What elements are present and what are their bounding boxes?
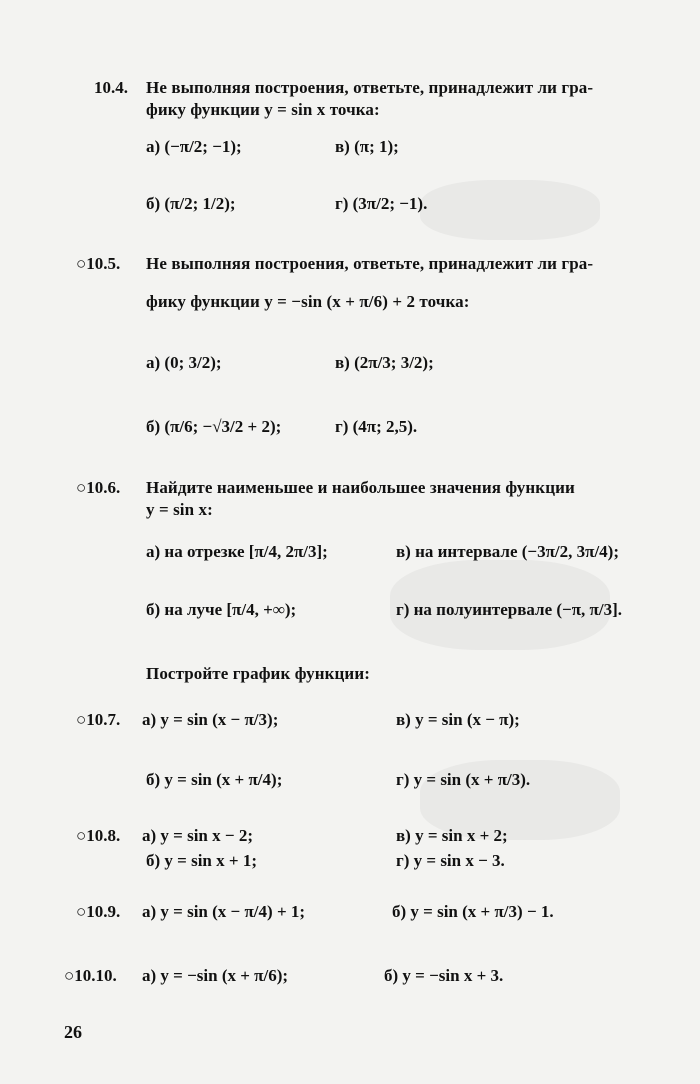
problem-text-line1: Не выполняя построения, ответьте, принадлежит ли гра- — [146, 78, 594, 97]
option-d: г) y = sin (x + π/3). — [396, 770, 531, 789]
problem-number: ○10.8. — [76, 826, 121, 845]
option-c: в) (π; 1); — [335, 137, 399, 156]
problem-text-line2: фику функции y = −sin (x + π/6) + 2 точка: — [146, 292, 470, 311]
option-d: г) (4π; 2,5). — [335, 417, 418, 436]
option-c: в) (2π/3; 3/2); — [335, 353, 434, 372]
option-b: б) (π/2; 1/2); — [146, 194, 236, 213]
option-a: а) y = −sin (x + π/6); — [142, 966, 289, 985]
option-c: в) y = sin x + 2; — [396, 826, 508, 845]
option-b: б) y = sin (x + π/3) − 1. — [392, 902, 554, 921]
problem-text-line1: Не выполняя построения, ответьте, принадлежит ли гра- — [146, 254, 594, 273]
scan-smudge — [420, 180, 600, 240]
option-b: б) y = sin x + 1; — [146, 851, 257, 870]
option-b: б) (π/6; −√3/2 + 2); — [146, 417, 282, 436]
problem-number: 10.4. — [94, 78, 128, 97]
option-c: в) на интервале (−3π/2, 3π/4); — [396, 542, 619, 561]
option-a: а) (−π/2; −1); — [146, 137, 242, 156]
option-b: б) на луче [π/4, +∞); — [146, 600, 297, 619]
option-a: а) y = sin x − 2; — [142, 826, 253, 845]
problem-text-line2: фику функции y = sin x точка: — [146, 100, 380, 119]
option-d: г) y = sin x − 3. — [396, 851, 505, 870]
problem-number: ○10.9. — [76, 902, 121, 921]
option-a: а) на отрезке [π/4, 2π/3]; — [146, 542, 328, 561]
option-a: а) y = sin (x − π/3); — [142, 710, 279, 729]
problem-number: ○10.7. — [76, 710, 121, 729]
option-c: в) y = sin (x − π); — [396, 710, 520, 729]
option-b: б) y = sin (x + π/4); — [146, 770, 283, 789]
option-d: г) на полуинтервале (−π, π/3]. — [396, 600, 622, 619]
option-b: б) y = −sin x + 3. — [384, 966, 504, 985]
option-a: а) y = sin (x − π/4) + 1; — [142, 902, 306, 921]
section-heading: Постройте график функции: — [146, 664, 370, 683]
problem-text-line1: Найдите наименьшее и наибольшее значения функции — [146, 478, 575, 497]
option-a: а) (0; 3/2); — [146, 353, 222, 372]
problem-number: ○10.6. — [76, 478, 121, 497]
page-number: 26 — [64, 1022, 82, 1042]
problem-text-line2: y = sin x: — [146, 500, 213, 519]
problem-number: ○10.10. — [64, 966, 117, 985]
option-d: г) (3π/2; −1). — [335, 194, 428, 213]
problem-number: ○10.5. — [76, 254, 121, 273]
